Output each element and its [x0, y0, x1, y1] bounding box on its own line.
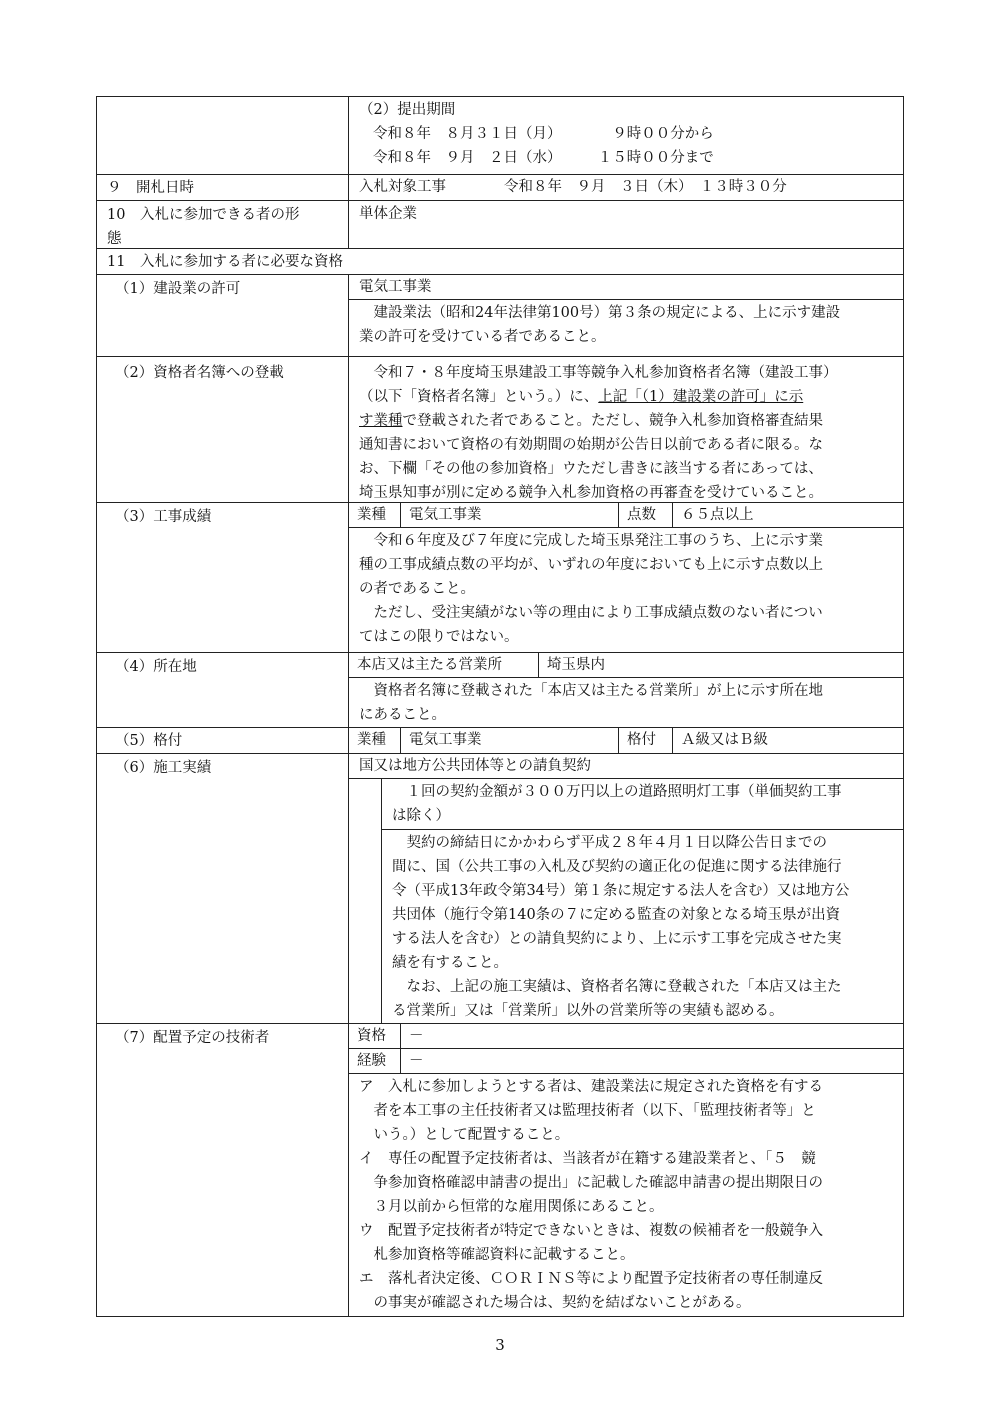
- location-office-value: 埼玉県内: [547, 657, 605, 673]
- rating-cells: [349, 728, 903, 753]
- performance-line1: 令和６年度及び７年度に完成した埼玉県発注工事のうち、上に示す業: [373, 533, 823, 549]
- license-value: [349, 275, 903, 356]
- record-condition: [382, 779, 903, 830]
- registry-line3-post: で登載された者であること。ただし、競争入札参加資格審査結果: [402, 413, 823, 429]
- record-body-line2: 間に、国（公共工事の入札及び契約の適正化の促進に関する法律施行: [392, 859, 842, 875]
- registry-line3-underlined: す業種: [359, 413, 403, 429]
- rating-grade-value: Ａ級又はＢ級: [681, 732, 768, 748]
- record-body-line7: なお、上記の施工実績は、資格者名簿に登載された「本店又は主た: [406, 979, 842, 995]
- rating-type-value: 電気工事業: [401, 728, 619, 753]
- row-performance: [97, 503, 903, 653]
- performance-line3: の者であること。: [359, 581, 475, 597]
- registry-line2-pre: （以下「資格者名簿」という。）に、: [359, 389, 599, 405]
- record-body: [382, 830, 903, 1024]
- performance-score-value: ６５点以上: [681, 507, 754, 523]
- location-cells: [349, 653, 903, 678]
- period-to: 令和８年 ９月 ２日（水） １５時００分まで: [373, 150, 714, 166]
- opening-value: 入札対象工事 令和８年 ９月 ３日（木） １３時３０分: [359, 179, 787, 195]
- registry-line4: 通知書において資格の有効期間の始期が公告日以前である者に限る。な: [359, 437, 823, 453]
- row-participant-form: [97, 201, 903, 249]
- engineer-note-i-line3: ３月以前から恒常的な雇用関係にあること。: [373, 1199, 664, 1215]
- performance-line2: 種の工事成績点数の平均が、いずれの年度においても上に示す点数以上: [359, 557, 823, 573]
- rating-type-label: 業種: [349, 728, 401, 753]
- engineer-exp-value: －: [409, 1053, 424, 1069]
- row-submission-period: [97, 97, 903, 175]
- engineer-value: [349, 1024, 903, 1316]
- record-nested: [381, 779, 903, 1024]
- engineer-note-u-line2: 札参加資格等確認資料に記載すること。: [373, 1247, 635, 1263]
- registry-line1: 令和７・８年度埼玉県建設工事等競争入札参加資格者名簿（建設工事）: [373, 365, 838, 381]
- performance-type-label: 業種: [349, 503, 401, 527]
- registry-line6: 埼玉県知事が別に定める競争入札参加資格の再審査を受けていること。: [359, 485, 823, 501]
- opening-label: ９ 開札日時: [97, 175, 349, 200]
- engineer-note-a-line1: ア 入札に参加しようとする者は、建設業法に規定された資格を有する: [359, 1079, 823, 1095]
- record-label: （6）施工実績: [97, 754, 349, 1023]
- record-body-line1: 契約の締結日にかかわらず平成２８年４月１日以降公告日までの: [406, 835, 827, 851]
- location-line1: 資格者名簿に登載された「本店又は主たる営業所」が上に示す所在地: [373, 683, 823, 699]
- page-number: 3: [495, 1336, 505, 1354]
- registry-line2: [359, 385, 897, 409]
- record-value: [349, 754, 903, 1023]
- performance-score-label: 点数: [619, 503, 673, 527]
- registry-line5: お、下欄「その他の参加資格」ウただし書きに該当する者にあっては、: [359, 461, 823, 477]
- license-text-line1: 建設業法（昭和24年法律第100号）第３条の規定による、上に示す建設: [373, 305, 841, 321]
- form-label-line2: 態: [107, 231, 122, 247]
- row-assigned-engineer: [97, 1024, 903, 1316]
- registry-label: （2）資格者名簿への登載: [97, 357, 349, 502]
- engineer-note-e-line1: エ 落札者決定後、ＣＯＲＩＮＳ等により配置予定技術者の専任制違反: [359, 1271, 823, 1287]
- row-registry: [97, 357, 903, 503]
- row-construction-record: [97, 754, 903, 1024]
- qualification-heading: 11 入札に参加する者に必要な資格: [107, 254, 343, 270]
- record-body-line6: 績を有すること。: [392, 955, 508, 971]
- form-label-line1: 10 入札に参加できる者の形: [107, 207, 300, 223]
- engineer-note-u-line1: ウ 配置予定技術者が特定できないときは、複数の候補者を一般競争入: [359, 1223, 823, 1239]
- form-value: 単体企業: [359, 206, 417, 222]
- engineer-qual-label: 資格: [349, 1024, 401, 1048]
- engineer-notes: [349, 1074, 903, 1316]
- registry-line3: [359, 409, 897, 433]
- document-table: [96, 96, 904, 1317]
- row-location: [97, 653, 903, 728]
- record-heading: 国又は地方公共団体等との請負契約: [349, 754, 903, 779]
- performance-type-value: 電気工事業: [401, 503, 619, 527]
- rating-grade-label: 格付: [619, 728, 673, 753]
- engineer-note-i-line2: 争参加資格確認申請書の提出」に記載した確認申請書の提出期限日の: [373, 1175, 823, 1191]
- rating-label: （5）格付: [97, 728, 349, 753]
- record-body-line8: る営業所」又は「営業所」以外の営業所等の実績も認める。: [392, 1003, 784, 1019]
- engineer-exp-label: 経験: [349, 1049, 401, 1073]
- license-label: （1）建設業の許可: [97, 275, 349, 356]
- row-opening-date: [97, 175, 903, 201]
- engineer-label: （7）配置予定の技術者: [97, 1024, 349, 1316]
- row-qualification-heading: [97, 249, 903, 275]
- registry-text: [349, 357, 903, 502]
- performance-line4: ただし、受注実績がない等の理由により工事成績点数のない者につい: [373, 605, 823, 621]
- row-license: [97, 275, 903, 357]
- location-value: [349, 653, 903, 727]
- engineer-note-a-line2: 者を本工事の主任技術者又は監理技術者（以下、「監理技術者等」と: [373, 1103, 816, 1119]
- period-label-cell: [97, 97, 349, 174]
- performance-text: [349, 528, 903, 650]
- engineer-qual-value: －: [409, 1028, 424, 1044]
- location-text: [349, 678, 903, 728]
- performance-label: （3）工事成績: [97, 503, 349, 652]
- location-label: （4）所在地: [97, 653, 349, 727]
- performance-line5: てはこの限りではない。: [359, 629, 519, 645]
- record-body-line4: 共団体（施行令第140条の７に定める監査の対象となる埼玉県が出資: [392, 907, 841, 923]
- license-text-line2: 業の許可を受けている者であること。: [359, 329, 606, 345]
- period-heading: （2）提出期間: [359, 102, 456, 118]
- record-cond-line2: は除く）: [392, 808, 450, 824]
- engineer-exp-cells: [349, 1049, 903, 1074]
- location-line2: にあること。: [359, 707, 446, 723]
- record-body-line5: する法人を含む）との請負契約により、上に示す工事を完成させた実: [392, 931, 842, 947]
- performance-cells: [349, 503, 903, 528]
- form-label: [97, 201, 349, 248]
- period-value-cell: [349, 97, 903, 174]
- engineer-note-a-line3: いう。）として配置すること。: [373, 1127, 570, 1143]
- period-from: 令和８年 ８月３１日（月） ９時００分から: [373, 126, 714, 142]
- registry-line2-underlined: 上記「（1）建設業の許可」に示: [598, 389, 804, 405]
- license-type: 電気工事業: [349, 275, 903, 300]
- row-rating: [97, 728, 903, 754]
- performance-value: [349, 503, 903, 652]
- license-text: [349, 300, 903, 350]
- engineer-note-e-line2: の事実が確認された場合は、契約を結ばないことがある。: [373, 1295, 751, 1311]
- location-office-label: 本店又は主たる営業所: [349, 653, 539, 677]
- record-body-line3: 令（平成13年政令第34号）第１条に規定する法人を含む）又は地方公: [392, 883, 850, 899]
- engineer-qual-cells: [349, 1024, 903, 1049]
- record-cond-line1: １回の契約金額が３００万円以上の道路照明灯工事（単価契約工事: [406, 784, 842, 800]
- engineer-note-i-line1: イ 専任の配置予定技術者は、当該者が在籍する建設業者と、「５ 競: [359, 1151, 816, 1167]
